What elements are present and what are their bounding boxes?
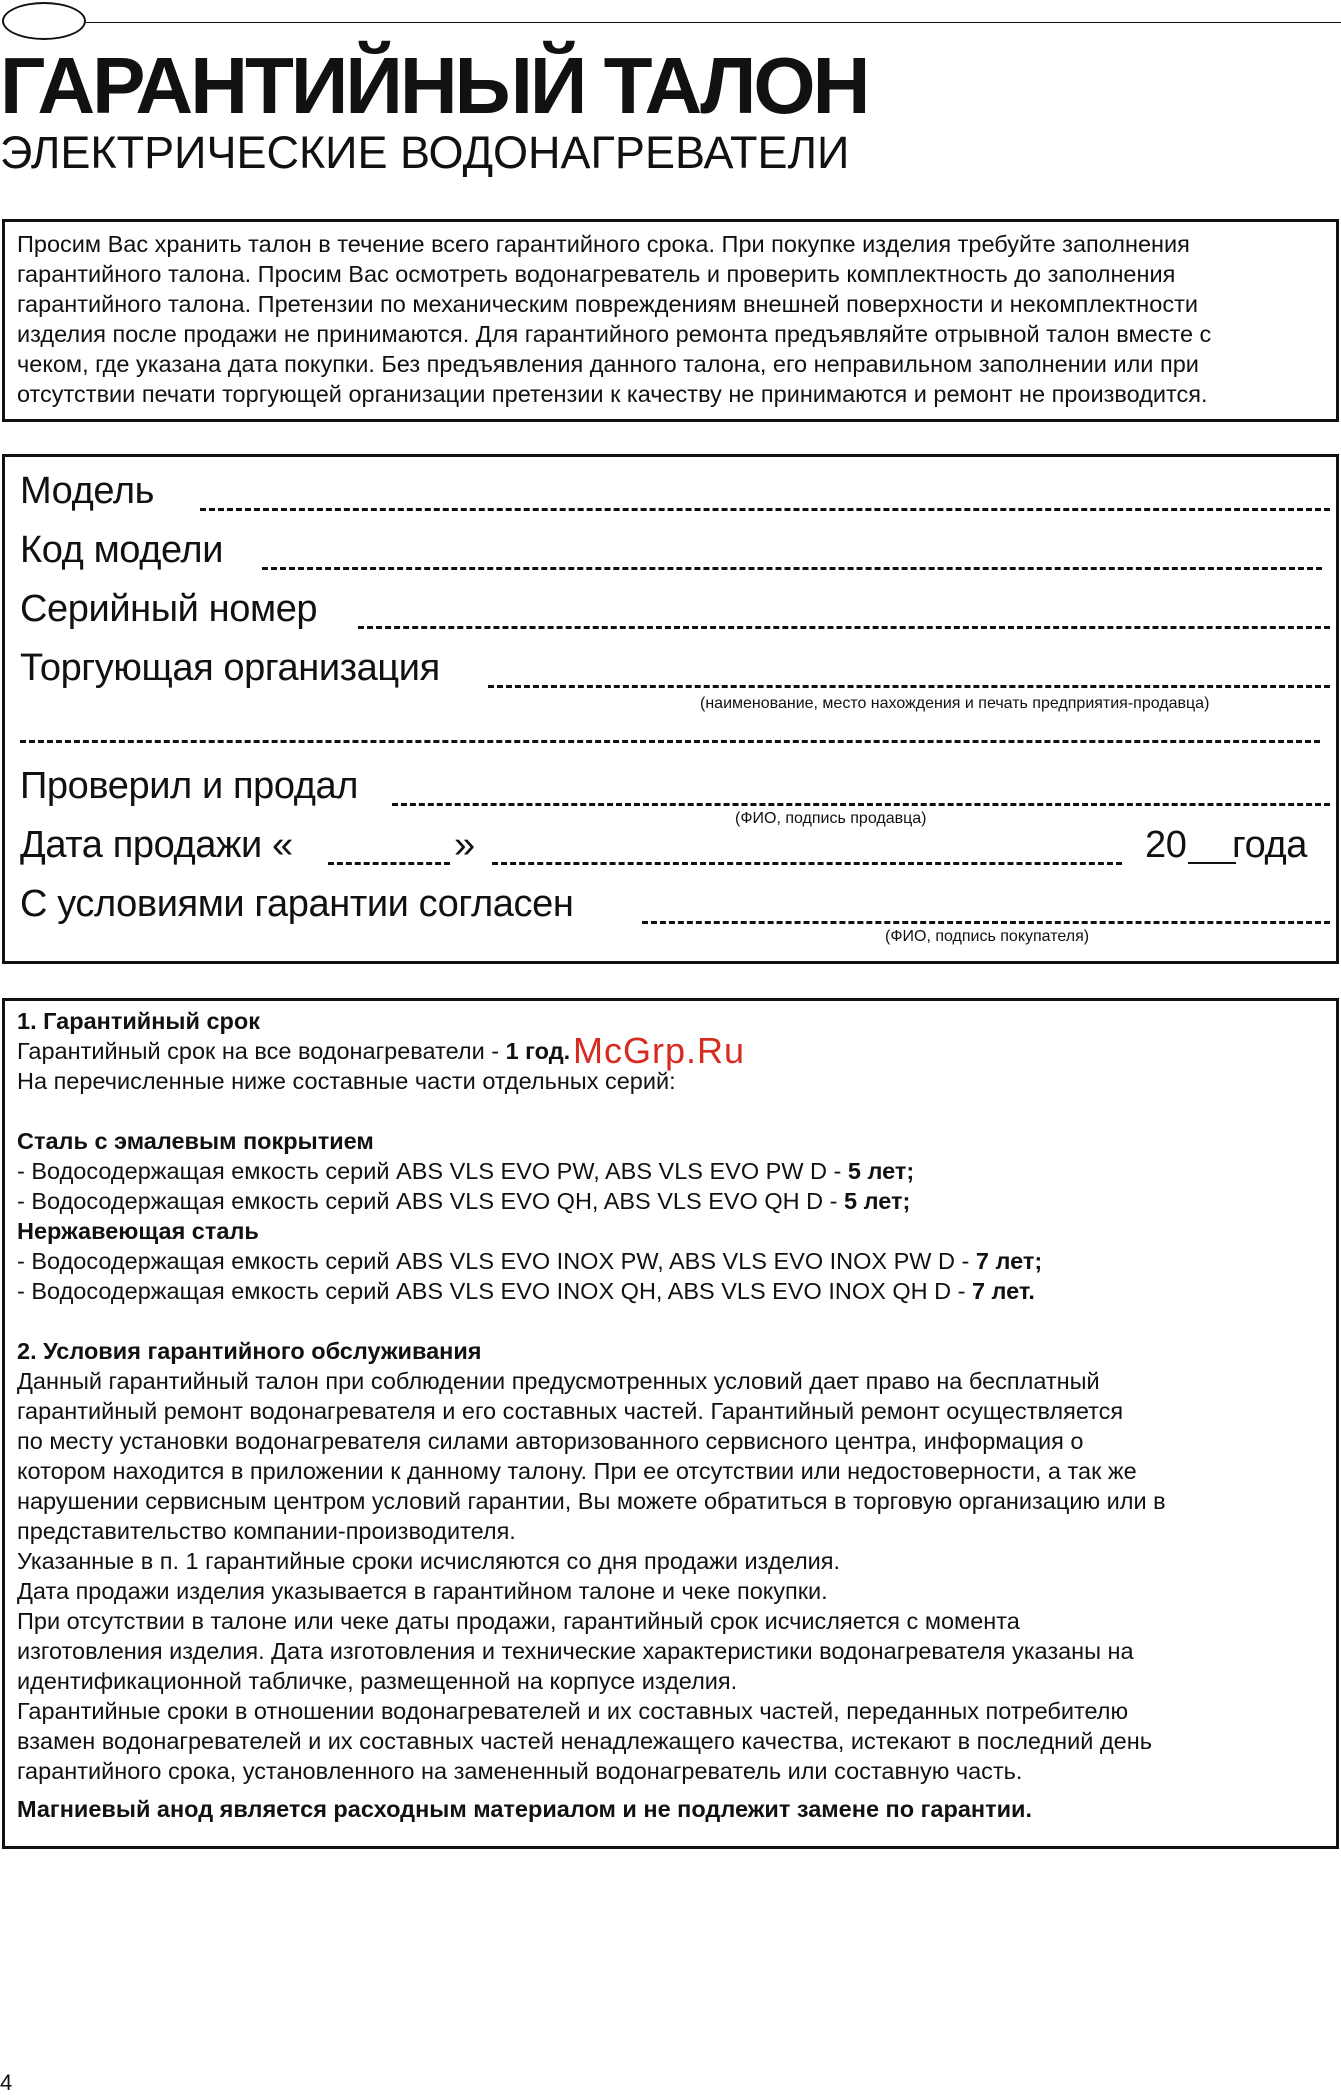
- checked-sold-field[interactable]: [392, 803, 1330, 806]
- terms-line: нарушении сервисным центром условий гарантии, Вы можете обратиться в торговую организацию или в: [17, 1488, 1166, 1514]
- terms-line: Данный гарантийный талон при соблюдении предусмотренных условий дает право на бесплатный: [17, 1368, 1100, 1394]
- components-intro: На перечисленные ниже составные части отдельных серий:: [17, 1068, 676, 1094]
- terms-line: по месту установки водонагревателя силами авторизованного сервисного центра, информация о: [17, 1428, 1084, 1454]
- page-number: 4: [0, 2070, 13, 2095]
- warranty-period-line: Гарантийный срок на все водонагреватели - 1 год.: [17, 1038, 571, 1064]
- seller-field[interactable]: [488, 685, 1330, 688]
- model-code-label: Код модели: [20, 529, 224, 571]
- warranty-terms: [17, 1006, 1332, 1824]
- buyer-signature-hint: (ФИО, подпись покупателя): [885, 928, 1090, 945]
- inox-item: - Водосодержащая емкость серий ABS VLS EVO INOX QH, ABS VLS EVO INOX QH D - 7 лет.: [17, 1278, 1035, 1304]
- terms-line: представительство компании-производителя.: [17, 1518, 516, 1544]
- terms-line: изготовления изделия. Дата изготовления и технические характеристики водонагревателя указаны на: [17, 1638, 1134, 1664]
- terms-line: взамен водонагревателей и их составных частей ненадлежащего качества, истекают в последний день: [17, 1728, 1152, 1754]
- model-field[interactable]: [200, 508, 1330, 511]
- notice-line: Просим Вас хранить талон в течение всего гарантийного срока. При покупке изделия требуйте заполнения: [17, 231, 1190, 257]
- notice-line: гарантийного талона. Просим Вас осмотреть водонагреватель и проверить комплектность до заполнения: [17, 261, 1176, 287]
- checked-sold-label: Проверил и продал: [20, 765, 359, 807]
- year-field[interactable]: [1188, 862, 1236, 864]
- terms-line: Указанные в п. 1 гарантийные сроки исчисляются со дня продажи изделия.: [17, 1548, 841, 1574]
- terms-line: идентификационной табличке, размещенной на корпусе изделия.: [17, 1668, 738, 1694]
- inox-item: - Водосодержащая емкость серий ABS VLS EVO INOX PW, ABS VLS EVO INOX PW D - 7 лет;: [17, 1248, 1043, 1274]
- serial-number-field[interactable]: [358, 626, 1330, 629]
- terms-line: котором находится в приложении к данному талону. При ее отсутствии или недостоверности, а так же: [17, 1458, 1137, 1484]
- section-2-title: 2. Условия гарантийного обслуживания: [17, 1338, 482, 1364]
- agree-label: С условиями гарантии согласен: [20, 883, 574, 925]
- notice-line: гарантийного талона. Претензии по механическим повреждениям внешней поверхности и некомплектности: [17, 291, 1198, 317]
- enamel-item: - Водосодержащая емкость серий ABS VLS EVO QH, ABS VLS EVO QH D - 5 лет;: [17, 1188, 911, 1214]
- enamel-steel-title: Сталь с эмалевым покрытием: [17, 1128, 374, 1154]
- terms-line: гарантийный ремонт водонагревателя и его составных частей. Гарантийный ремонт осуществляется: [17, 1398, 1124, 1424]
- anode-note: Магниевый анод является расходным материалом и не подлежит замене по гарантии.: [17, 1796, 1033, 1822]
- notice-text: [17, 229, 1327, 409]
- serial-number-label: Серийный номер: [20, 588, 318, 630]
- corner-oval: [2, 2, 86, 40]
- header-rule: [86, 22, 1341, 23]
- sale-date-label: Дата продажи «: [20, 824, 293, 866]
- seller-signature-hint: (ФИО, подпись продавца): [735, 810, 927, 827]
- model-code-field[interactable]: [262, 567, 1322, 570]
- seller-hint: (наименование, место нахождения и печать предприятия-продавца): [700, 695, 1210, 712]
- terms-line: Гарантийные сроки в отношении водонагревателей и их составных частей, переданных потребителю: [17, 1698, 1129, 1724]
- year-suffix: года: [1232, 824, 1308, 866]
- terms-line: Дата продажи изделия указывается в гарантийном талоне и чеке покупки.: [17, 1578, 828, 1604]
- watermark: McGrp.Ru: [573, 1030, 746, 1071]
- page-title: ГАРАНТИЙНЫЙ ТАЛОН: [0, 41, 868, 130]
- seller-label: Торгующая организация: [20, 647, 440, 689]
- section-1-title: 1. Гарантийный срок: [17, 1008, 261, 1034]
- notice-line: отсутствии печати торгующей организации претензии к качеству не принимаются и ремонт не производится.: [17, 381, 1208, 407]
- terms-line: гарантийного срока, установленного на замененный водонагреватель или составную часть.: [17, 1758, 1023, 1784]
- buyer-signature-field[interactable]: [642, 921, 1330, 924]
- terms-line: При отсутствии в талоне или чеке даты продажи, гарантийный срок исчисляется с момента: [17, 1608, 1020, 1634]
- enamel-item: - Водосодержащая емкость серий ABS VLS EVO PW, ABS VLS EVO PW D - 5 лет;: [17, 1158, 915, 1184]
- sale-date-quote: »: [454, 824, 475, 866]
- stainless-steel-title: Нержавеющая сталь: [17, 1218, 259, 1244]
- year-prefix: 20: [1145, 824, 1187, 866]
- page-subtitle: ЭЛЕКТРИЧЕСКИЕ ВОДОНАГРЕВАТЕЛИ: [0, 127, 850, 178]
- seller-field-line-2[interactable]: [20, 740, 1320, 743]
- notice-line: изделия после продажи не принимаются. Для гарантийного ремонта предъявляйте отрывной талон вместе с: [17, 321, 1212, 347]
- notice-line: чеком, где указана дата покупки. Без предъявления данного талона, его неправильном заполнении или при: [17, 351, 1199, 377]
- model-label: Модель: [20, 470, 154, 512]
- sale-day-field[interactable]: [328, 862, 450, 865]
- sale-month-field[interactable]: [492, 862, 1122, 865]
